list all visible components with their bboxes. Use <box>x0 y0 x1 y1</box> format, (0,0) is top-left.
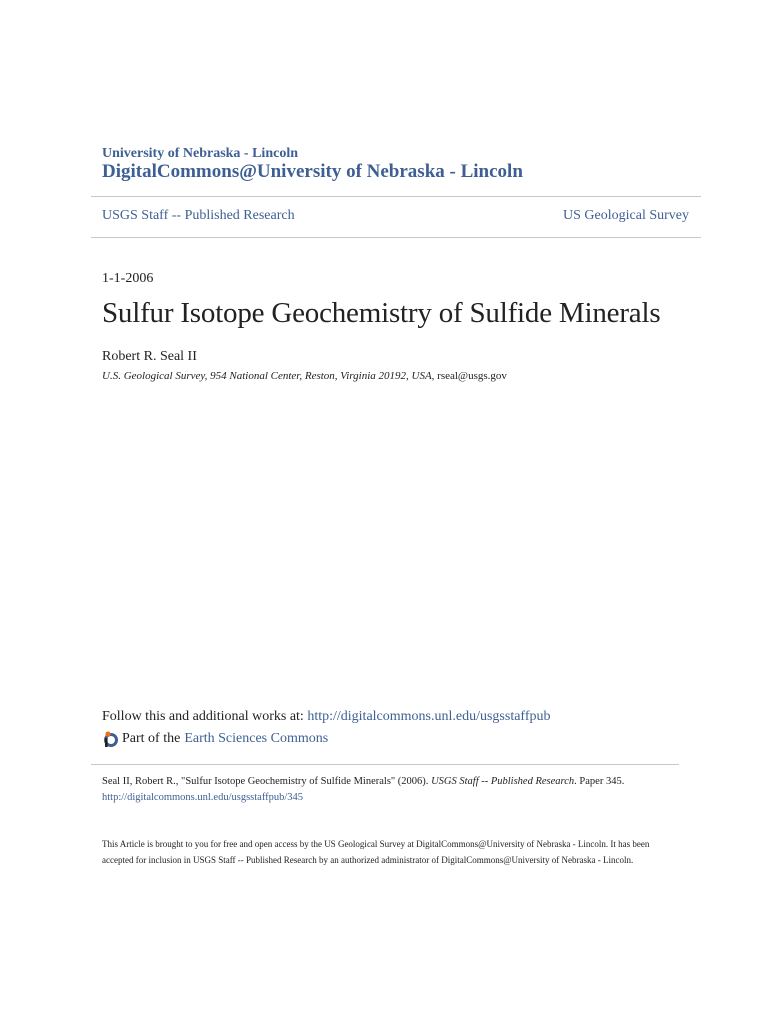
follow-label: Follow this and additional works at: <box>102 709 308 724</box>
follow-line <box>102 709 551 725</box>
publication-date: 1-1-2006 <box>102 271 154 286</box>
bepress-logo-icon <box>102 730 120 748</box>
earth-sciences-commons-link[interactable]: Earth Sciences Commons <box>184 731 329 746</box>
author-email: , rseal@usgs.gov <box>431 370 507 382</box>
citation-url-link[interactable]: http://digitalcommons.unl.edu/usgsstaffpub/345 <box>102 792 304 803</box>
citation-series: USGS Staff -- Published Research <box>431 776 575 787</box>
author-affiliation <box>102 370 507 382</box>
affiliation-text: U.S. Geological Survey, 954 National Center, Reston, Virginia 20192, USA <box>102 370 432 382</box>
institution-link[interactable]: University of Nebraska - Lincoln <box>102 146 298 161</box>
recommended-citation <box>102 774 624 806</box>
citation-paper: . Paper 345. <box>574 776 625 787</box>
author-name: Robert R. Seal II <box>102 349 197 364</box>
publisher-link[interactable]: US Geological Survey <box>563 208 689 223</box>
open-access-notice: This Article is brought to you for free and open access by the US Geological Survey at DigitalCommons@University of Nebraska - Lincoln. It has been accepted for inclusion in USGS Staff -- Published Research by an authorized administrator of DigitalCommons@University of Nebraska - Lincoln. <box>102 839 650 865</box>
divider <box>91 196 701 197</box>
series-link[interactable]: USGS Staff -- Published Research <box>102 208 295 223</box>
part-of-label: Part of the <box>122 731 181 746</box>
part-of-line <box>102 730 328 748</box>
divider <box>91 237 701 238</box>
divider <box>91 764 679 765</box>
citation-text: Seal II, Robert R., "Sulfur Isotope Geochemistry of Sulfide Minerals" (2006). <box>102 776 432 787</box>
repository-link[interactable]: DigitalCommons@University of Nebraska - Lincoln <box>102 161 523 182</box>
collection-url-link[interactable]: http://digitalcommons.unl.edu/usgsstaffpub <box>307 709 551 724</box>
article-title: Sulfur Isotope Geochemistry of Sulfide Minerals <box>102 297 661 329</box>
